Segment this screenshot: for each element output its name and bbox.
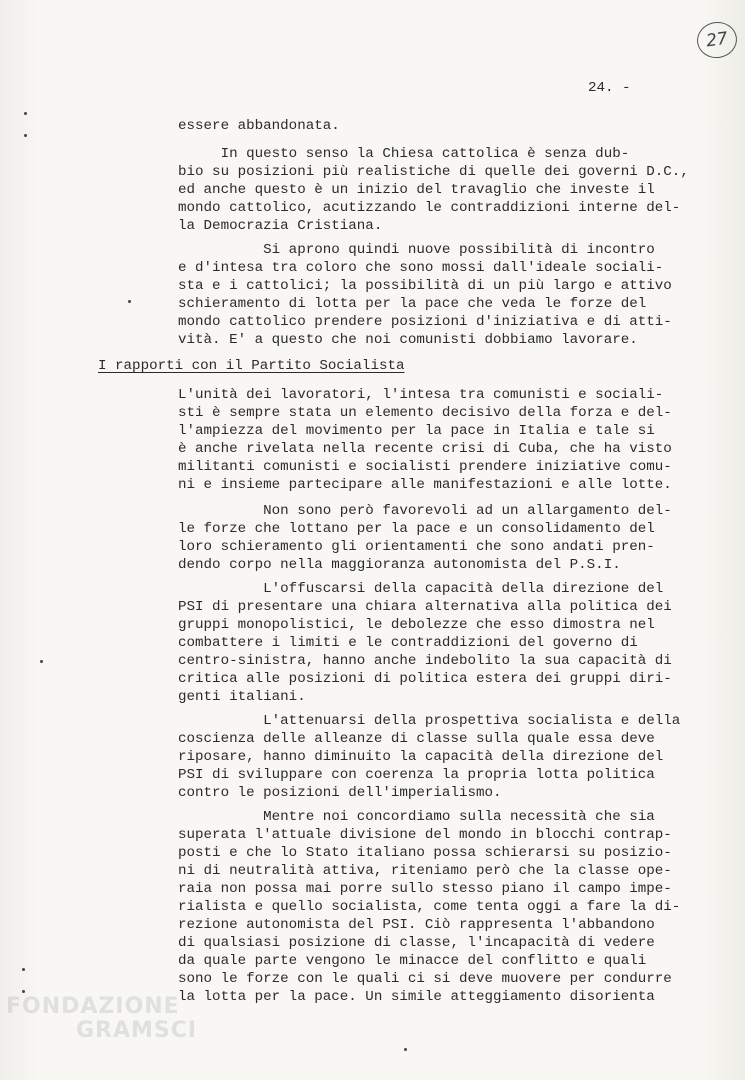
text-line: ni e insieme partecipare alle manifestazioni e alle lotte.: [178, 477, 672, 493]
text-line: sta e i cattolici; la possibilità di un più largo e attivo: [178, 278, 672, 294]
text-line: rezione autonomista del PSI. Ciò rappresenta l'abbandono: [178, 917, 655, 933]
watermark-line-1: FONDAZIONE: [6, 994, 180, 1019]
text-line: sti è sempre stata un elemento decisivo della forza e del-: [178, 405, 672, 421]
text-line: L'unità dei lavoratori, l'intesa tra comunisti e sociali-: [178, 387, 664, 403]
text-line: le forze che lottano per la pace e un consolidamento del: [178, 521, 655, 537]
text-line: PSI di presentare una chiara alternativa alla politica dei: [178, 599, 672, 615]
text-line: Non sono però favorevoli ad un allargamento del-: [178, 503, 672, 519]
text-line: centro-sinistra, hanno anche indebolito la sua capacità di: [178, 653, 672, 669]
text-line: ni di neutralità attiva, riteniamo però che la classe ope-: [178, 863, 672, 879]
text-line: combattere i limiti e le contraddizioni del governo di: [178, 635, 638, 651]
margin-speck: [404, 1048, 407, 1051]
text-line: vità. E' a questo che noi comunisti dobbiamo lavorare.: [178, 332, 638, 348]
text-line: militanti comunisti e socialisti prendere iniziative comu-: [178, 459, 672, 475]
text-line: Mentre noi concordiamo sulla necessità che sia: [178, 809, 655, 825]
text-line: ed anche questo è un inizio del travaglio che investe il: [178, 182, 655, 198]
text-line: L'attenuarsi della prospettiva socialista e della: [178, 713, 681, 729]
text-line: genti italiani.: [178, 689, 306, 705]
text-line: dendo corpo nella maggioranza autonomista del P.S.I.: [178, 557, 621, 573]
section-heading: I rapporti con il Partito Socialista: [98, 358, 405, 374]
page-number: 24. -: [588, 80, 631, 96]
margin-speck: [22, 968, 25, 971]
text-line: la Democrazia Cristiana.: [178, 218, 383, 234]
archive-page-stamp: 27: [695, 19, 740, 60]
text-line: riposare, hanno diminuito la capacità della direzione del: [178, 749, 664, 765]
text-line: PSI di sviluppare con coerenza la propria lotta politica: [178, 767, 655, 783]
margin-speck: [24, 112, 27, 115]
text-line: essere abbandonata.: [178, 118, 340, 134]
margin-speck: [22, 990, 25, 993]
text-line: da quale parte vengono le minacce del conflitto e quali: [178, 953, 647, 969]
text-line: critica alle posizioni di politica estera dei gruppi diri-: [178, 671, 672, 687]
margin-speck: [24, 134, 27, 137]
text-line: di qualsiasi posizione di classe, l'incapacità di vedere: [178, 935, 655, 951]
watermark-line-2: GRAMSCI: [76, 1018, 198, 1043]
text-line: In questo senso la Chiesa cattolica è senza dub-: [178, 146, 630, 162]
text-line: loro schieramento gli orientamenti che sono andati pren-: [178, 539, 655, 555]
text-line: rialista e quello socialista, come tenta oggi a fare la di-: [178, 899, 681, 915]
text-line: raia non possa mai porre sullo stesso piano il campo impe-: [178, 881, 672, 897]
margin-speck: [128, 300, 131, 303]
text-line: Si aprono quindi nuove possibilità di incontro: [178, 242, 655, 258]
archive-watermark: [6, 995, 197, 1043]
text-line: e d'intesa tra coloro che sono mossi dall'ideale sociali-: [178, 260, 664, 276]
text-line: L'offuscarsi della capacità della direzione del: [178, 581, 664, 597]
text-line: mondo cattolico prendere posizioni d'iniziativa e di atti-: [178, 314, 672, 330]
text-line: bio su posizioni più realistiche di quelle dei governi D.C.,: [178, 164, 689, 180]
text-line: posti e che lo Stato italiano possa schierarsi su posizio-: [178, 845, 672, 861]
text-line: la lotta per la pace. Un simile atteggiamento disorienta: [178, 989, 655, 1005]
text-line: contro le posizioni dell'imperialismo.: [178, 785, 502, 801]
text-line: sono le forze con le quali ci si deve muovere per condurre: [178, 971, 672, 987]
text-line: gruppi monopolistici, le debolezze che esso dimostra nel: [178, 617, 655, 633]
text-line: l'ampiezza del movimento per la pace in Italia e tale si: [178, 423, 655, 439]
text-line: superata l'attuale divisione del mondo in blocchi contrap-: [178, 827, 672, 843]
text-line: coscienza delle alleanze di classe sulla quale essa deve: [178, 731, 655, 747]
text-line: è anche rivelata nella recente crisi di Cuba, che ha visto: [178, 441, 672, 457]
text-line: schieramento di lotta per la pace che veda le forze del: [178, 296, 647, 312]
text-line: mondo cattolico, acutizzando le contraddizioni interne del-: [178, 200, 681, 216]
margin-speck: [40, 660, 43, 663]
